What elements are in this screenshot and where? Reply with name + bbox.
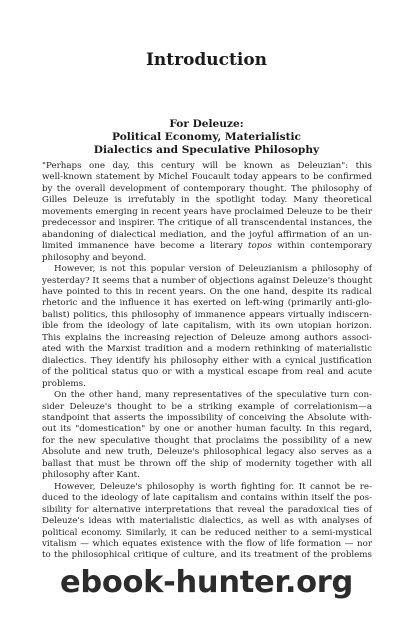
text-line: for the new speculative thought that proclaims the possibility of a new [42,435,372,446]
body-text [42,161,372,562]
paragraph-2 [42,264,372,390]
watermark-text: ebook-hunter.org [59,565,354,600]
text-segment: limited immanence have become a literary topos within contemporary [42,241,372,252]
section-heading-line: Political Economy, Materialistic [112,131,301,143]
text-line: have pointed to this in recent years. On the one hand, despite its radical [42,286,372,297]
text-line: ated with the Marxist tradition and a modern rethinking of materialistic [42,344,372,355]
text-line: of the political status quo or with a mystical escape from real and acute [42,367,372,378]
text-line: yesterday? It seems that a number of objections against Deleuze's thought [42,275,372,286]
chapter-title: Introduction [145,50,268,70]
text-line: standpoint that asserts the impossibility of conceiving the Absolute with- [42,412,372,423]
text-line: However, is not this popular version of Deleuzianism a philosophy of [54,264,372,275]
text-line-with-italic [42,241,372,252]
text-line: out its "domestication" by one or another human faculty. In this regard, [42,424,372,435]
paragraph-4 [42,482,372,562]
text-line: well-known statement by Michel Foucault today appears to be confirmed [42,172,372,183]
text-line: ballast that must be thrown off the ship of modernity together with all [42,458,372,469]
paragraph-3 [42,390,372,482]
section-heading-line: For Deleuze: [169,118,244,130]
section-heading [40,118,373,157]
italic-term: topos [248,241,272,252]
text-line: dialectics. They identify his philosophy either with a cynical justification [42,355,372,366]
text-line: philosophy after Kant. [42,470,140,481]
text-line: ible from the ideology of late capitalism, with its own utopian horizon. [42,321,372,332]
text-line: problems. [42,378,86,389]
text-line: balist) politics, this philosophy of immanence appears virtually indiscern- [42,309,372,320]
paragraph-1 [42,161,372,264]
text-line: movements emerging in recent years have proclaimed Deleuze to be their [42,206,372,217]
text-line: This explains the increasing rejection of Deleuze among authors associ- [42,332,372,343]
text-line: duced to the ideology of late capitalism and contains within itself the pos- [42,493,372,504]
section-heading-line: Dialectics and Speculative Philosophy [93,144,320,156]
text-line: philosophy and beyond. [42,252,147,263]
text-line: abandoning of dialectical mediation, and the joyful affirmation of an un- [42,229,372,240]
text-line: Gilles Deleuze is irrefutably in the spotlight today. Many theoretical [42,195,372,206]
text-line: vitalism — which equates existence with the flow of life formation — nor [42,538,372,549]
text-line: rhetoric and the influence it has exerted on left-wing (primarily anti-glo- [42,298,372,309]
text-line: Deleuze's ideas with materialistic dialectics, as well as with analyses of [42,516,372,527]
text-line: sibility for alternative interpretations that reveal the paradoxical ties of [42,504,372,515]
text-line: predecessor and inspirer. The critique of all transcendental instances, the [42,218,372,229]
text-line: "Perhaps one day, this century will be known as Deleuzian": this [42,161,372,171]
text-line: to the philosophical critique of culture, and its treatment of the problems [42,550,372,561]
text-line: sider Deleuze's thought to be a striking example of correlationism—a [42,401,372,412]
text-line: by the overall development of contemporary thought. The philosophy of [42,183,372,194]
text-line: political economy. Similarly, it can be reduced neither to a semi-mystical [42,527,372,538]
text-line: However, Deleuze's philosophy is worth fighting for. It cannot be re- [54,481,372,492]
text-line: On the other hand, many representatives of the speculative turn con- [54,390,372,401]
text-line: Absolute and new truth, Deleuze's philosophical legacy also serves as a [42,447,372,458]
